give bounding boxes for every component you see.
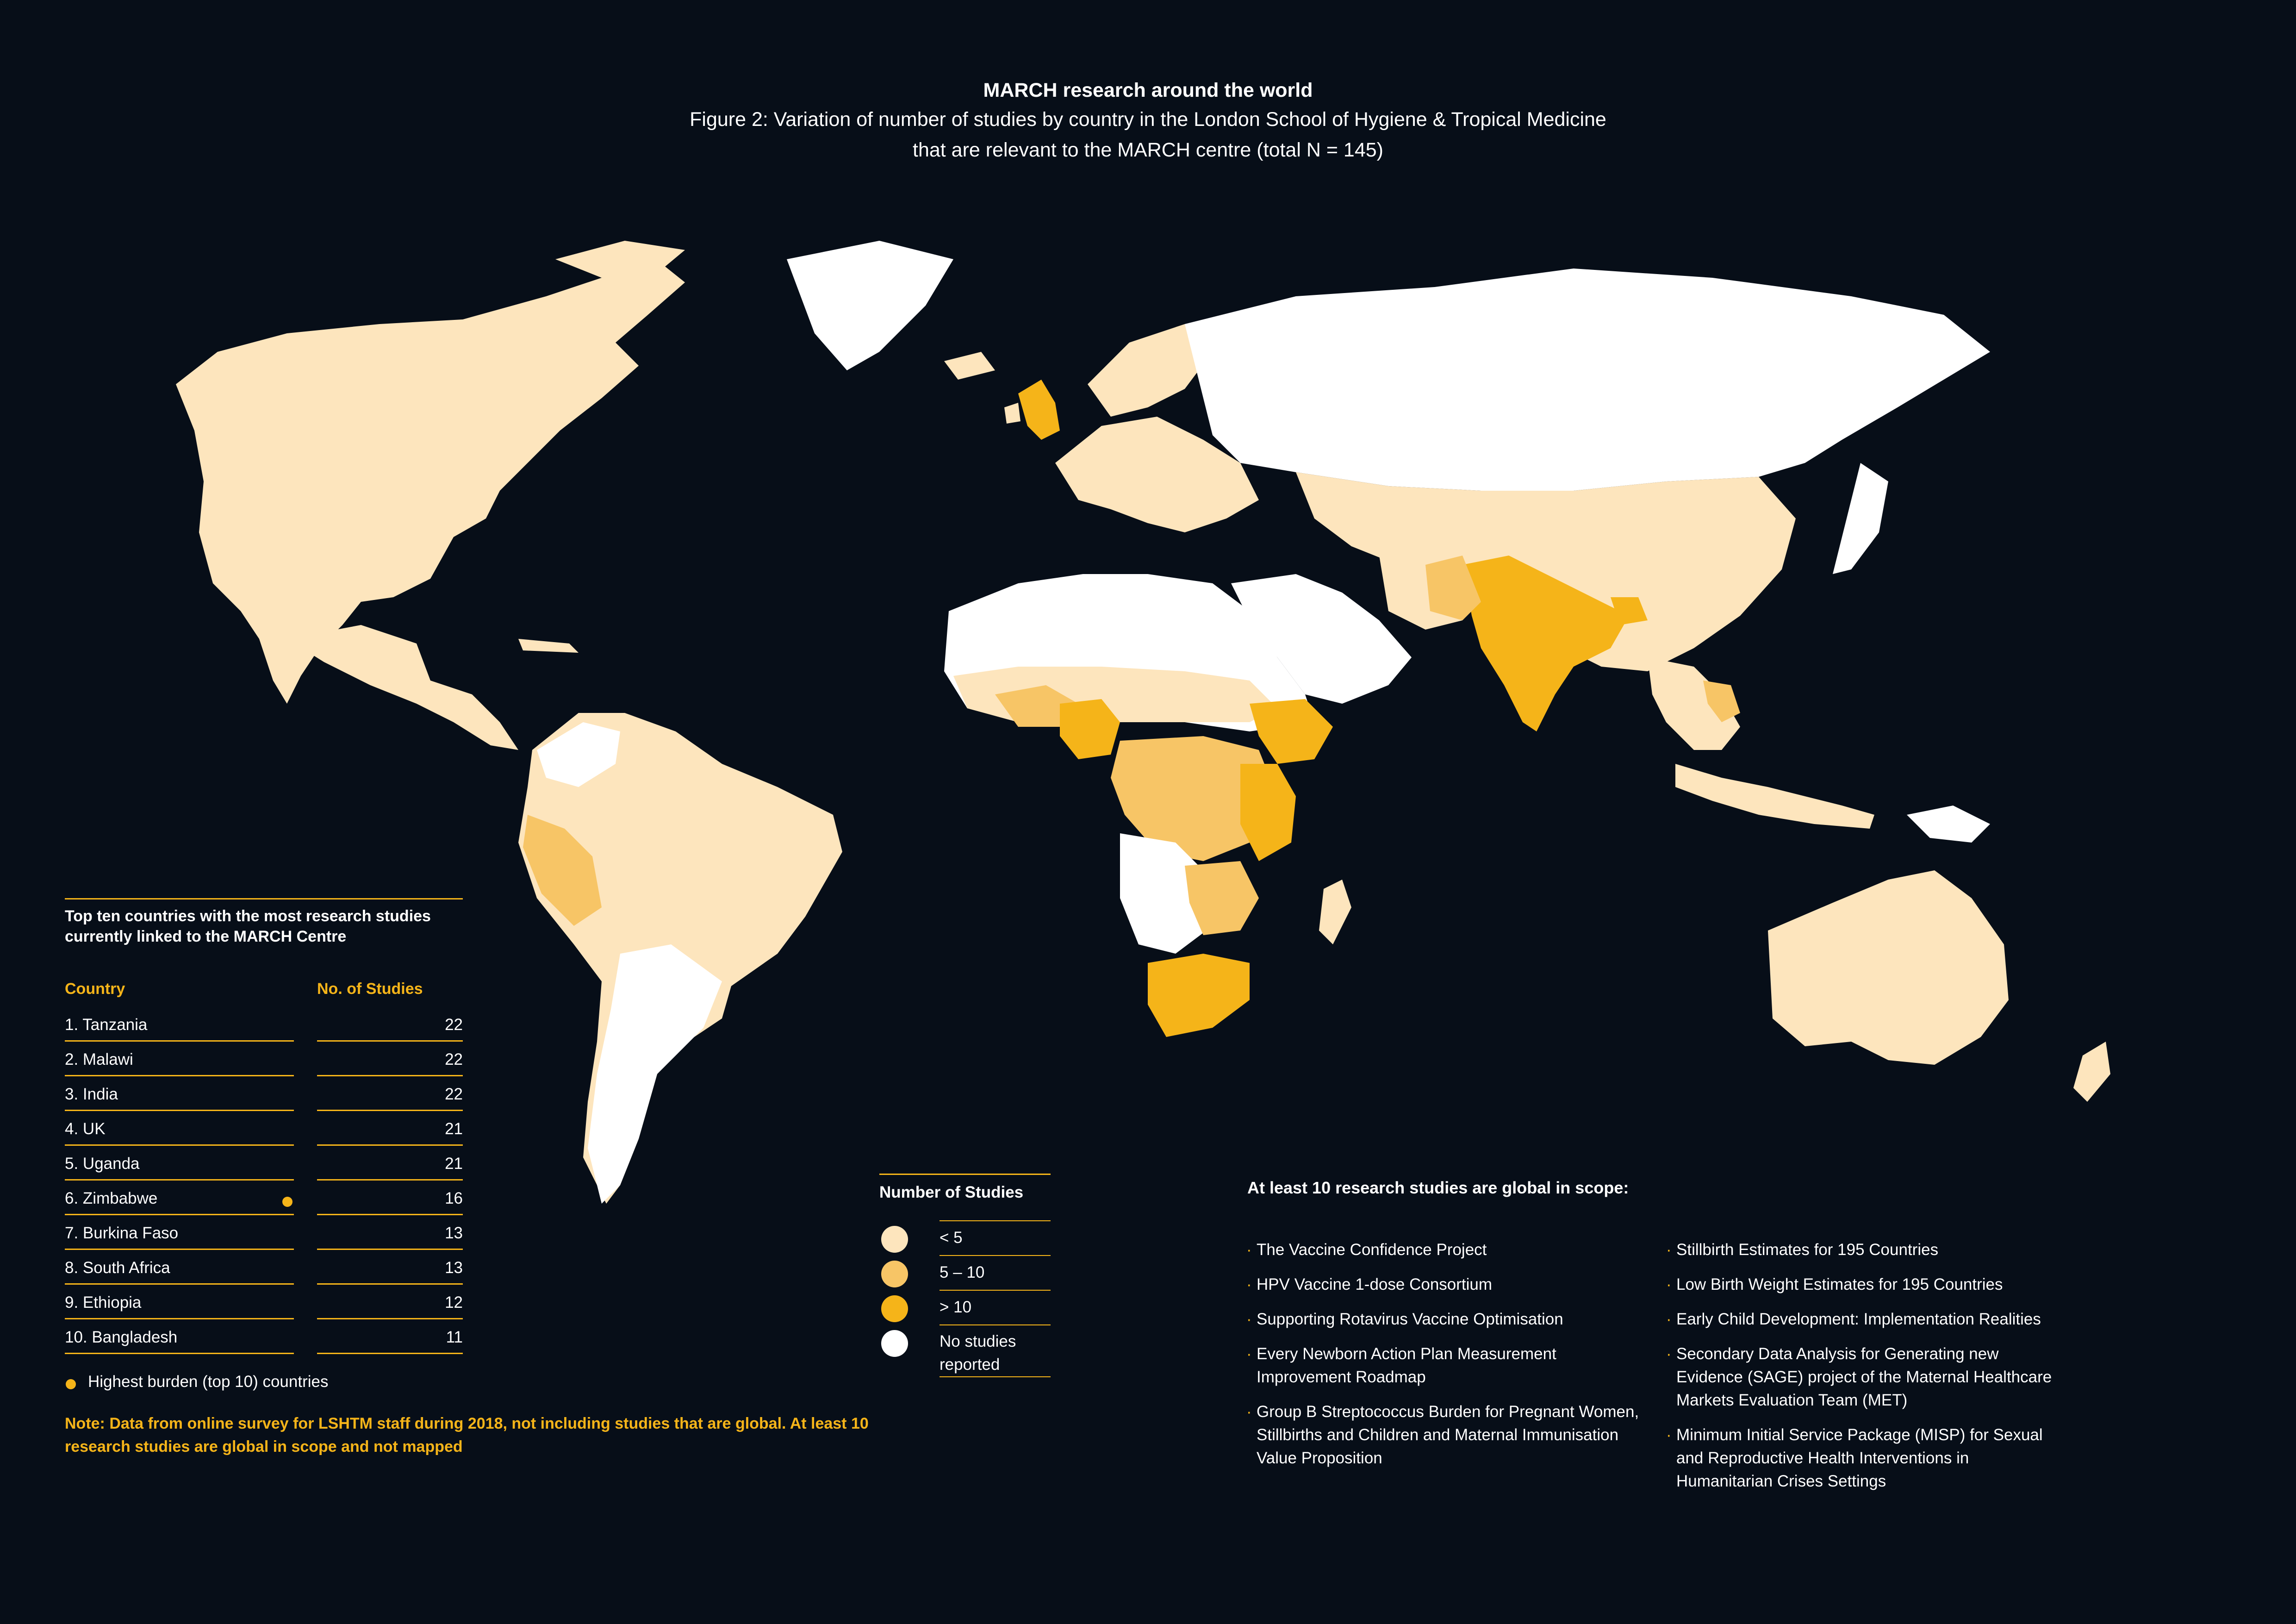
study-count: 21 [317, 1152, 463, 1181]
bullet-icon: · [1246, 1275, 1252, 1293]
country-name: 10. Bangladesh [65, 1326, 294, 1354]
global-study-item [1247, 1238, 1641, 1262]
global-study-label: The Vaccine Confidence Project [1257, 1241, 1487, 1259]
table-header [65, 965, 463, 1007]
region-east-africa [1240, 764, 1296, 861]
country-name: 6. Zimbabwe [65, 1187, 294, 1215]
column-studies: No. of Studies [317, 980, 423, 998]
table-row [65, 1181, 463, 1215]
legend-item-gt10 [879, 1290, 1051, 1324]
global-study-item [1247, 1400, 1641, 1470]
highest-burden-legend [65, 1373, 463, 1396]
country-name: 7. Burkina Faso [65, 1222, 294, 1250]
region-ireland [1004, 403, 1020, 424]
region-north-america [176, 264, 685, 704]
region-australia [1768, 870, 2009, 1065]
bullet-icon: · [1666, 1275, 1672, 1293]
study-count: 21 [317, 1118, 463, 1146]
global-study-item [1667, 1308, 2060, 1331]
study-count: 22 [317, 1013, 463, 1042]
table-row [65, 1007, 463, 1042]
country-name: 9. Ethiopia [65, 1291, 294, 1319]
global-list-left [1247, 1238, 1641, 1481]
global-list-right [1667, 1238, 2060, 1505]
table-row [65, 1146, 463, 1181]
legend-swatch-lt5 [881, 1226, 908, 1253]
region-japan [1833, 463, 1888, 574]
legend-label-5-10: 5 – 10 [940, 1255, 1051, 1289]
region-iceland [944, 352, 995, 380]
global-study-label: Low Birth Weight Estimates for 195 Countries [1676, 1275, 2003, 1293]
global-study-item [1667, 1238, 2060, 1262]
study-count: 16 [317, 1187, 463, 1215]
country-name: 3. India [65, 1083, 294, 1111]
region-south-africa [1148, 954, 1250, 1037]
legend-label-lt5: < 5 [940, 1220, 1051, 1255]
study-count: 13 [317, 1222, 463, 1250]
country-name: 8. South Africa [65, 1256, 294, 1285]
table-row [65, 1285, 463, 1319]
bullet-icon: · [1246, 1241, 1252, 1259]
highest-burden-label: Highest burden (top 10) countries [88, 1373, 329, 1391]
country-name: 4. UK [65, 1118, 294, 1146]
legend-item-none [879, 1324, 1051, 1375]
bullet-icon: · [1666, 1310, 1672, 1328]
legend-item-5-10 [879, 1255, 1051, 1290]
region-greenland [787, 241, 953, 370]
table-row [65, 1250, 463, 1285]
global-studies-title: At least 10 research studies are global in scope: [1247, 1178, 1629, 1197]
bullet-icon: · [1246, 1310, 1252, 1328]
region-new-guinea [1907, 806, 1990, 843]
bullet-icon: · [1246, 1403, 1252, 1421]
global-studies-panel [1246, 1178, 2080, 1490]
global-study-item [1667, 1343, 2060, 1412]
legend-swatch-none [881, 1330, 908, 1357]
study-count: 22 [317, 1083, 463, 1111]
global-study-label: Secondary Data Analysis for Generating new Evidence (SAGE) project of the Maternal Healthcare Markets Evaluation Team (MET) [1676, 1345, 2052, 1409]
region-madagascar [1319, 880, 1351, 944]
legend-swatch-gt10 [881, 1295, 908, 1322]
table-row [65, 1076, 463, 1111]
bullet-icon: · [1246, 1345, 1252, 1363]
region-russia [1185, 269, 1990, 491]
table-row [65, 1319, 463, 1354]
table-row [65, 1215, 463, 1250]
column-country: Country [65, 980, 125, 998]
global-study-item [1247, 1343, 1641, 1389]
page-title: MARCH research around the world [983, 79, 1313, 101]
global-study-label: Group B Streptococcus Burden for Pregnant Women, Stillbirths and Children and Maternal Immunisation Value Proposition [1257, 1403, 1639, 1467]
global-study-item [1247, 1308, 1641, 1331]
bullet-icon: · [1666, 1426, 1672, 1444]
top-ten-heading: Top ten countries with the most research studies currently linked to the MARCH Centre [65, 907, 431, 945]
study-count: 13 [317, 1256, 463, 1285]
global-study-label: Supporting Rotavirus Vaccine Optimisation [1257, 1310, 1563, 1328]
map-legend [879, 1174, 1051, 1375]
table-row [65, 1042, 463, 1076]
table-body [65, 1007, 463, 1354]
global-study-label: Minimum Initial Service Package (MISP) for Sexual and Reproductive Health Interventions in Humanitarian Crises Settings [1676, 1426, 2043, 1490]
country-name: 1. Tanzania [65, 1013, 294, 1042]
study-count: 22 [317, 1048, 463, 1076]
study-count: 11 [317, 1326, 463, 1354]
country-name: 5. Uganda [65, 1152, 294, 1181]
table-row [65, 1111, 463, 1146]
study-count: 12 [317, 1291, 463, 1319]
legend-item-lt5 [879, 1220, 1051, 1255]
global-study-label: Early Child Development: Implementation Realities [1676, 1310, 2041, 1328]
global-study-item [1667, 1273, 2060, 1296]
legend-label-gt10: > 10 [940, 1290, 1051, 1324]
legend-title: Number of Studies [879, 1183, 1024, 1201]
top-ten-panel [65, 898, 869, 1458]
global-study-label: Stillbirth Estimates for 195 Countries [1676, 1241, 1939, 1259]
global-study-item [1667, 1424, 2060, 1493]
legend-swatch-5-10 [881, 1261, 908, 1287]
region-uk [1018, 380, 1060, 440]
highest-burden-dot-icon [66, 1379, 76, 1389]
global-study-label: Every Newborn Action Plan Measurement Improvement Roadmap [1257, 1345, 1556, 1386]
region-cuba [518, 639, 579, 653]
highest-burden-marker-icon [282, 1197, 292, 1207]
bullet-icon: · [1666, 1345, 1672, 1363]
data-note: Note: Data from online survey for LSHTM staff during 2018, not including studies that are global. At least 10 research studies are global in scope and not mapped [65, 1415, 869, 1455]
legend-label-none: No studies reported [940, 1324, 1051, 1377]
region-ethiopia [1250, 699, 1333, 764]
country-name: 2. Malawi [65, 1048, 294, 1076]
bullet-icon: · [1666, 1241, 1672, 1259]
global-study-item [1247, 1273, 1641, 1296]
region-mexico [287, 625, 518, 750]
region-new-zealand [2073, 1042, 2110, 1102]
page-subtitle: Figure 2: Variation of number of studies by country in the London School of Hygiene & Tropical Medicine that are relevant to the MARCH centre (total N = 145) [690, 108, 1606, 161]
global-study-label: HPV Vaccine 1-dose Consortium [1257, 1275, 1493, 1293]
region-indonesia [1675, 764, 1874, 829]
